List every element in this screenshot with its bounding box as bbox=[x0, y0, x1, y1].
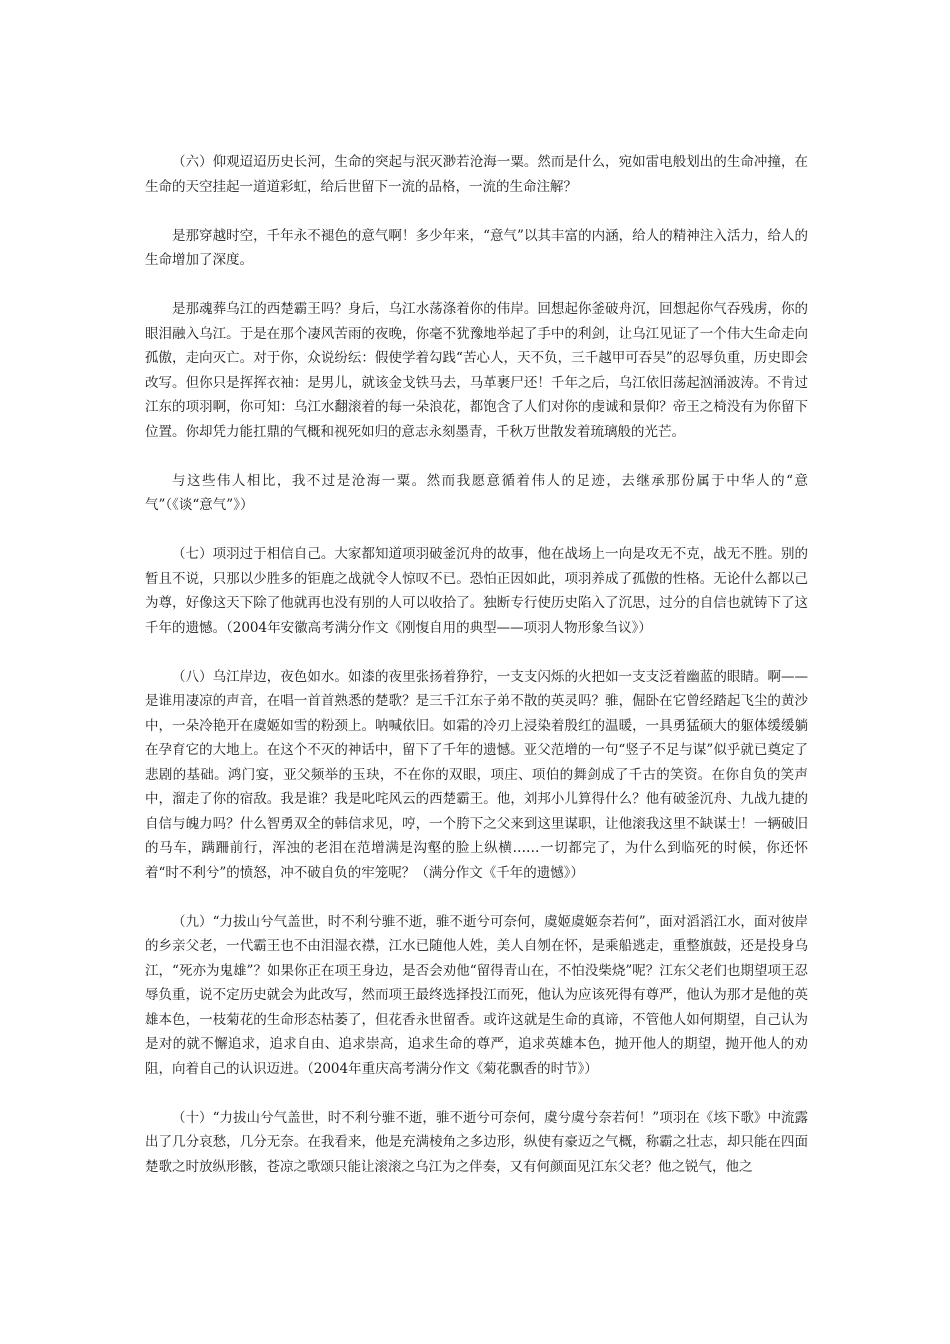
paragraph-conclusion: 与这些伟人相比，我不过是沧海一粟。然而我愿意循着伟人的足迹，去继承那份属于中华人的“意气”（《谈“意气”》） bbox=[145, 472, 808, 513]
paragraph-10: （十）“力拔山兮气盖世，时不利兮骓不逝，骓不逝兮可奈何，虞兮虞兮奈若何！”项羽在《垓下歌》中流露出了几分哀愁，几分无奈。在我看来，他是充满棱角之多边形，纵使有豪迈之气概，称霸之壮志，却只能在四面楚歌之时放纵形骸，苍凉之歌颂只能让滚滚之乌江为之伴奏，又有何颜面见江东父老？他之锐气，他之 bbox=[145, 1109, 808, 1175]
paragraph-yiqi-intro: 是那穿越时空，千年永不褪色的意气啊！多少年来，“意气”以其丰富的内涵，给人的精神注入活力，给人的生命增加了深度。 bbox=[145, 227, 808, 268]
paragraph-7: （七）项羽过于相信自己。大家都知道项羽破釜沉舟的故事，他在战场上一向是攻无不克，战无不胜。别的暂且不说，只那以少胜多的钜鹿之战就令人惊叹不已。恐怕正因如此，项羽养成了孤傲的性格。无论什么都以己为尊，好像这天下除了他就再也没有别的人可以收拾了。独断专行使历史陷入了沉思，过分的自信也就铸下了这千年的遗憾。（2004年安徽高考满分作文《刚愎自用的典型——项羽人物形象刍议》） bbox=[145, 546, 808, 636]
paragraph-9: （九）“力拔山兮气盖世，时不利兮骓不逝，骓不逝兮可奈何，虞姬虞姬奈若何”，面对滔滔江水，面对彼岸的乡亲父老，一代霸王也不由泪湿衣襟，江水已随他人姓，美人自刎在怀，是乘船逃走，重整旗鼓，还是投身乌江，“死亦为鬼雄”？如果你正在项王身边，是否会劝他“留得青山在，不怕没柴烧”呢？江东父老们也期望项王忍辱负重，说不定历史就会为此改写，然而项王最终选择投江而死，他认为应该死得有尊严，他认为那才是他的英雄本色，一枝菊花的生命形态枯萎了，但花香永世留香。或许这就是生命的真谛，不管他人如何期望，自己认为是对的就不懈追求，追求自由、追求崇高，追求生命的尊严，追求英雄本色，抛开他人的期望，抛开他人的劝阻，向着自己的认识迈进。（2004年重庆高考满分作文《菊花飘香的时节》） bbox=[145, 913, 808, 1077]
paragraph-8: （八）乌江岸边，夜色如水。如漆的夜里张扬着狰狞，一支支闪烁的火把如一支支泛着幽蓝的眼睛。啊——是谁用凄凉的声音，在唱一首首熟悉的楚歌？是三千江东子弟不散的英灵吗？骓，倔卧在它曾经踏起飞尘的黄沙中，一朵冷艳开在虞姬如雪的粉颈上。呐喊依旧。如霜的冷刃上浸染着殷红的温暖，一具勇猛硕大的躯体缓缓躺在孕育它的大地上。在这个不灭的神话中，留下了千年的遗憾。亚父范增的一句“竖子不足与谋”似乎就已奠定了悲剧的基础。鸿门宴，亚父频举的玉玦，不在你的双眼，项庄、项伯的舞剑成了千古的笑资。在你自负的笑声中，溜走了你的宿敌。我是谁？我是叱咤风云的西楚霸王。他，刘邦小儿算得什么？他有破釜沉舟、九战九捷的自信与魄力吗？什么智勇双全的韩信求见，哼，一个胯下之父来到这里谋职，让他滚我这里不缺谋士！一辆破旧的马车，蹒跚前行，浑浊的老泪在范增满是沟壑的脸上纵横……一切都完了，为什么到临死的时候，你还怀着“时不利兮”的愤怒，冲不破自负的牢笼呢？（满分作文《千年的遗憾》） bbox=[145, 668, 808, 881]
paragraph-xichu-bawang: 是那魂葬乌江的西楚霸王吗？身后，乌江水荡涤着你的伟岸。回想起你釜破舟沉，回想起你气吞残虏，你的眼泪融入乌江。于是在那个凄风苦雨的夜晚，你毫不犹豫地举起了手中的利剑，让乌江见证了一个伟大生命走向孤傲，走向灭亡。对于你，众说纷纭：假使学着勾践“苦心人，天不负，三千越甲可吞吴”的忍辱负重，历史即会改写。但你只是挥挥衣袖：是男儿，就该金戈铁马去，马革裹尸还！千年之后，乌江依旧荡起汹涌波涛。不肯过江东的项羽啊，你可知：乌江水翻滚着的每一朵浪花，都饱含了人们对你的虔诚和景仰？帝王之椅没有为你留下位置。你却凭力能扛鼎的气概和视死如归的意志永刻墨青，千秋万世散发着琉璃般的光芒。 bbox=[145, 301, 808, 440]
paragraph-6: （六）仰观迢迢历史长河，生命的突起与泯灭渺若沧海一粟。然而是什么，宛如雷电般划出的生命冲撞，在生命的天空挂起一道道彩虹，给后世留下一流的品格，一流的生命注解？ bbox=[145, 154, 808, 195]
document-body bbox=[145, 150, 808, 1204]
